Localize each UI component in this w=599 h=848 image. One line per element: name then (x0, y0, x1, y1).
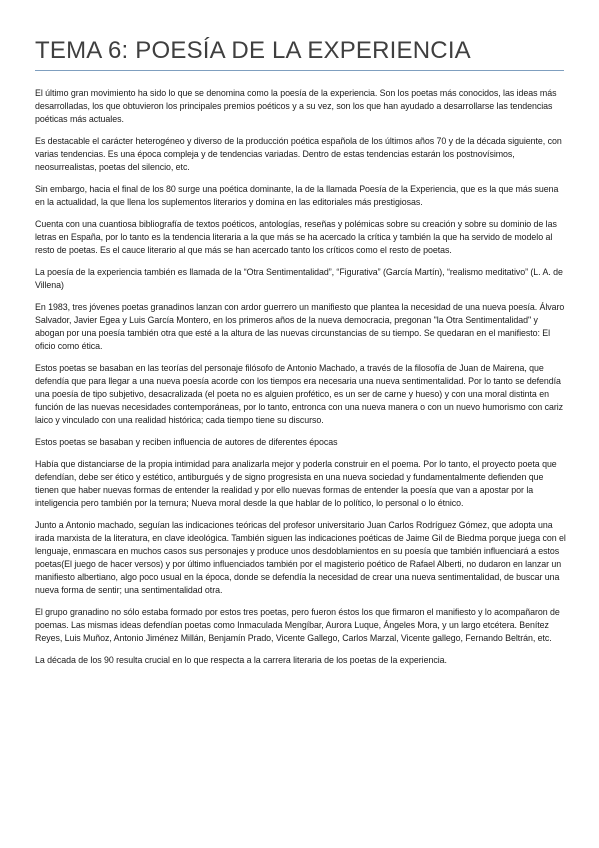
paragraph-4: Cuenta con una cuantiosa bibliografía de textos poéticos, antologías, reseñas y polémicas sobre su creación y sobre su dominio de las letras en España, por lo tanto es la tendencia literaria a la que más se ha acercado la crítica y también la que ha servido de modelo al resto de poetas. Es el cauce literario al que más se han acercado tanto los críticos como el resto de poetas. (35, 219, 557, 255)
paragraph-9: Había que distanciarse de la propia intimidad para analizarla mejor y poderla construir en el poema. Por lo tanto, el proyecto poeta que defendían, debe ser ético y estético, antiburgués y de signo progresista en una nueva sociedad y fundamentalmente defienden que tienen que haber nuevas formas de entender la realidad y por ello nuevas formas de entender la poesía que van a apostar por la inteligencia pero también por la ternura; Nueva moral desde la que hablar de lo político, lo personal o lo étnico. (35, 459, 557, 508)
paragraph-6: En 1983, tres jóvenes poetas granadinos lanzan con ardor guerrero un manifiesto que plantea la necesidad de una nueva poesía. Álvaro Salvador, Javier Egea y Luis García Montero, en los primeros años de la nueva democracia, pregonan "la Otra Sentimentalidad" y abogan por una poesía también otra que esté a la altura de las nuevas circunstancias de su tiempo. Se quedaran en el manifiesto: El oficio como ética. (35, 302, 565, 351)
paragraph-3: Sin embargo, hacia el final de los 80 surge una poética dominante, la de la llamada Poesía de la Experiencia, que es la que más suena en la actualidad, la que llena los suplementos literarios y domina en las editoriales más prestigiosas. (35, 184, 559, 207)
paragraph-5: La poesía de la experiencia también es llamada de la “Otra Sentimentalidad”, “Figurativa” (García Martín), “realismo meditativo” (L. A. de Villena) (35, 267, 563, 290)
paragraph-1: El último gran movimiento ha sido lo que se denomina como la poesía de la experiencia. Son los poetas más conocidos, las ideas más desarrolladas, los que obtuvieron los principales premios poéticos y a su vez, son los que han ayudado a desarrollarse las tendencias poéticas más actuales. (35, 88, 557, 124)
title-underline (35, 70, 564, 71)
document-title: TEMA 6: POESÍA DE LA EXPERIENCIA (35, 37, 471, 64)
paragraph-12: La década de los 90 resulta crucial en lo que respecta a la carrera literaria de los poetas de la experiencia. (35, 655, 447, 665)
paragraph-2: Es destacable el carácter heterogéneo y diverso de la producción poética española de los últimos años 70 y de la década siguiente, con varias tendencias. Es una época compleja y de tendencias variadas. Dentro de estas tendencias estarán los postnovísimos, neosurrealistas, poetas del silencio, etc. (35, 136, 562, 172)
paragraph-11: El grupo granadino no sólo estaba formado por estos tres poetas, pero fueron éstos los que firmaron el manifiesto y lo acompañaron de poemas. Las mismas ideas defendían poetas como Inmaculada Mengíbar, Aurora Luque, Ángeles Mora, y un largo etcétera. Benítez Reyes, Luis Muñoz, Antonio Jiménez Millán, Benjamín Prado, Vicente Gallego, Carlos Marzal, Vicente gallego, Fernando Beltrán, etc. (35, 607, 560, 643)
paragraph-10: Junto a Antonio machado, seguían las indicaciones teóricas del profesor universitario Juan Carlos Rodríguez Gómez, que adopta una irada marxista de la literatura, en clave ideológica. También siguen las indicaciones poéticas de Jaime Gil de Biedma porque juega con el lenguaje, enmascara en muchos casos sus personajes y produce unos desdoblamientos en su poesía que también influenciará a estos poetas(El juego de hacer versos) y por último influenciados también por el magisterio poético de Rafael Alberti, no dudaron en lanzar un manifiesto albertiano, algo poco usual en la época, donde se defendía la necesidad de crear una nueva sentimentalidad, de buscar una nueva forma de sentir; una sentimentalidad otra. (35, 520, 566, 595)
document-body (35, 87, 568, 676)
paragraph-8: Estos poetas se basaban y reciben influencia de autores de diferentes épocas (35, 437, 338, 447)
paragraph-7: Estos poetas se basaban en las teorías del personaje filósofo de Antonio Machado, a través de la filosofía de Juan de Mairena, que defendía que para llegar a una nueva poesía acorde con los tiempos era necesaria una nueva sentimentalidad. Por lo tanto se defendía una poesía de tipo subjetivo, desacralizada (el poeta no es alguien profético, es un ser de carne y hueso) y con una moral distinta en función de las nuevas necesidades contemporáneas, por lo tanto, entronca con una nueva manera o con un nuevo humorismo con cariz laico y vinculado con una realidad histórica; cada tiempo tiene su discurso. (35, 363, 564, 425)
